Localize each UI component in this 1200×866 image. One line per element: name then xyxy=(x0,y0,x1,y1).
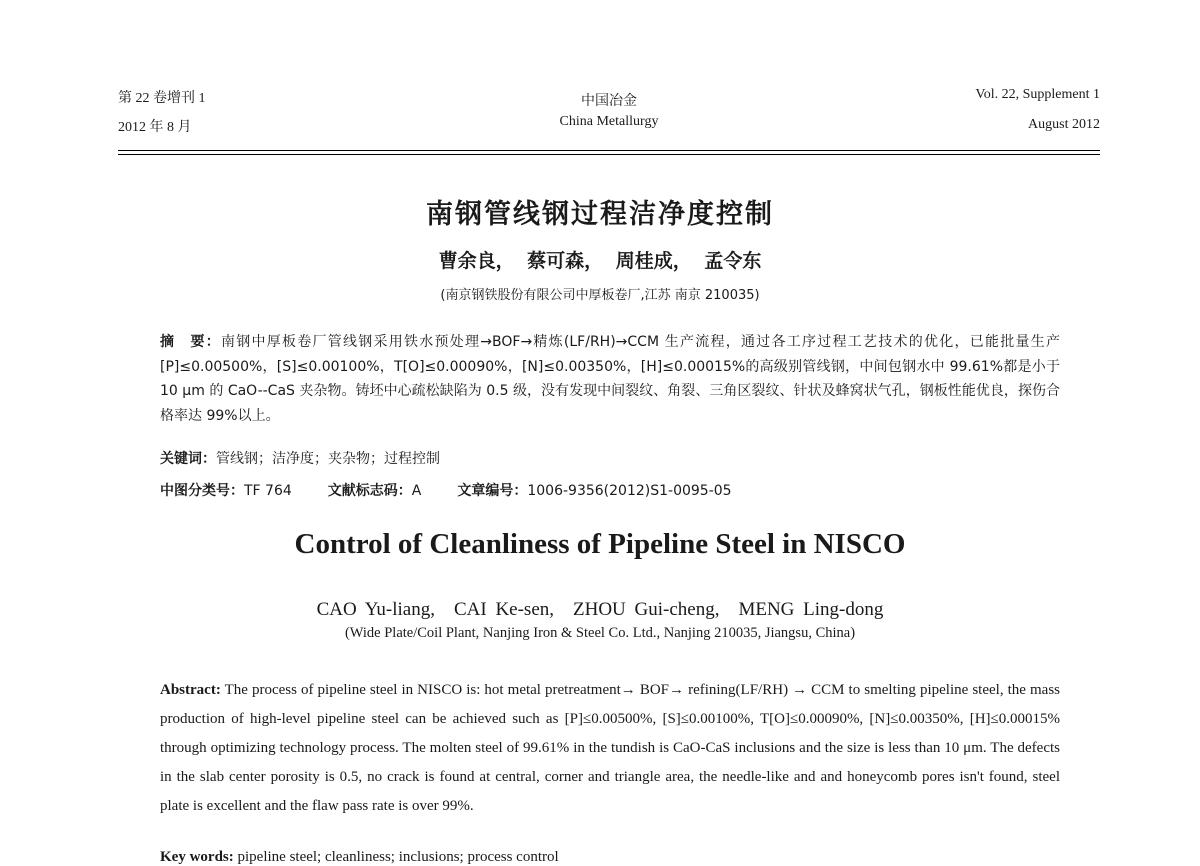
date-cn: 2012 年 8 月 xyxy=(118,120,192,135)
volume-en: Vol. 22, Supplement 1 xyxy=(975,87,1100,102)
paper-title-cn: 南钢管线钢过程洁净度控制 xyxy=(426,199,774,230)
date-en: August 2012 xyxy=(1028,117,1100,132)
journal-name-en: China Metallurgy xyxy=(559,114,659,129)
abstract-cn-label: 摘 要： xyxy=(160,334,222,350)
paper-title-en: Control of Cleanliness of Pipeline Steel in NISCO xyxy=(294,528,906,560)
keywords-cn xyxy=(160,448,440,468)
abstract-cn-text: 南钢中厚板卷厂管线钢采用铁水预处理→BOF→精炼(LF/RH)→CCM 生产流程，通过各工序过程工艺技术的优化，已能批量生产[P]≤0.00500%，[S]≤0.00100%，T[O]≤0.00090%，[N]≤0.00350%，[H]≤0.00015%的高级别管线钢，中间包钢水中 99.61%都是小于 10 μm 的 CaO--CaS 夹杂物。铸坯中心疏松缺陷为 0.5 级，没有发现中间裂纹、角裂、三角区裂纹、针状及蜂窝状气孔，钢板性能优良，探伤合格率达 99%以上。 xyxy=(160,334,1061,424)
header-rule-bottom xyxy=(118,154,1100,155)
abstract-cn xyxy=(160,330,1060,428)
affiliation-en: (Wide Plate/Coil Plant, Nanjing Iron & Steel Co. Ltd., Nanjing 210035, Jiangsu, China) xyxy=(344,625,856,641)
keywords-cn-label: 关键词： xyxy=(160,451,216,467)
affiliation-cn: (南京钢铁股份有限公司中厚板卷厂,江苏 南京 210035) xyxy=(440,288,760,303)
keywords-en-text: pipeline steel; cleanliness; inclusions; process control xyxy=(233,849,559,865)
header-rule-top xyxy=(118,150,1100,151)
abstract-en-label: Abstract: xyxy=(160,682,221,698)
keywords-en-label: Key words: xyxy=(160,849,234,865)
abstract-en xyxy=(160,676,1060,821)
authors-cn: 曹余良， 蔡可森， 周桂成， 孟令东 xyxy=(438,250,762,272)
class-label: 中图分类号： xyxy=(160,483,244,499)
article-number-value: 1006-9356(2012)S1-0095-05 xyxy=(527,483,732,499)
article-number-label: 文章编号： xyxy=(457,483,528,499)
class-value: TF 764 xyxy=(244,483,292,499)
doc-code-value: A xyxy=(411,483,422,499)
keywords-cn-text: 管线钢；洁净度；夹杂物；过程控制 xyxy=(216,451,440,467)
volume-cn: 第 22 卷增刊 1 xyxy=(118,91,206,106)
doc-code-label: 文献标志码： xyxy=(327,483,412,499)
authors-en: CAO Yu-liang, CAI Ke-sen, ZHOU Gui-cheng, MENG Ling-dong xyxy=(316,599,884,620)
keywords-en xyxy=(160,849,559,866)
classification-line xyxy=(160,480,732,500)
journal-name-cn: 中国冶金 xyxy=(581,93,637,109)
abstract-en-text: The process of pipeline steel in NISCO is: hot metal pretreatment→ BOF→ refining(LF/RH) → CCM to smelting pipeline steel, the mass production of high-level pipeline steel can be achieved such as [P]≤0.00500%, [S]≤0.00100%, T[O]≤0.00090%, [N]≤0.00350%, [H]≤0.00015% through optimizing technology process. The molten steel of 99.61% in the tundish is CaO-CaS inclusions and the size is less than 10 μm. The defects in the slab center porosity is 0.5, no crack is found at central, corner and triangle area, the needle-like and and honeycomb pores isn't found, steel plate is excellent and the flaw pass rate is over 99%. xyxy=(160,682,1060,814)
